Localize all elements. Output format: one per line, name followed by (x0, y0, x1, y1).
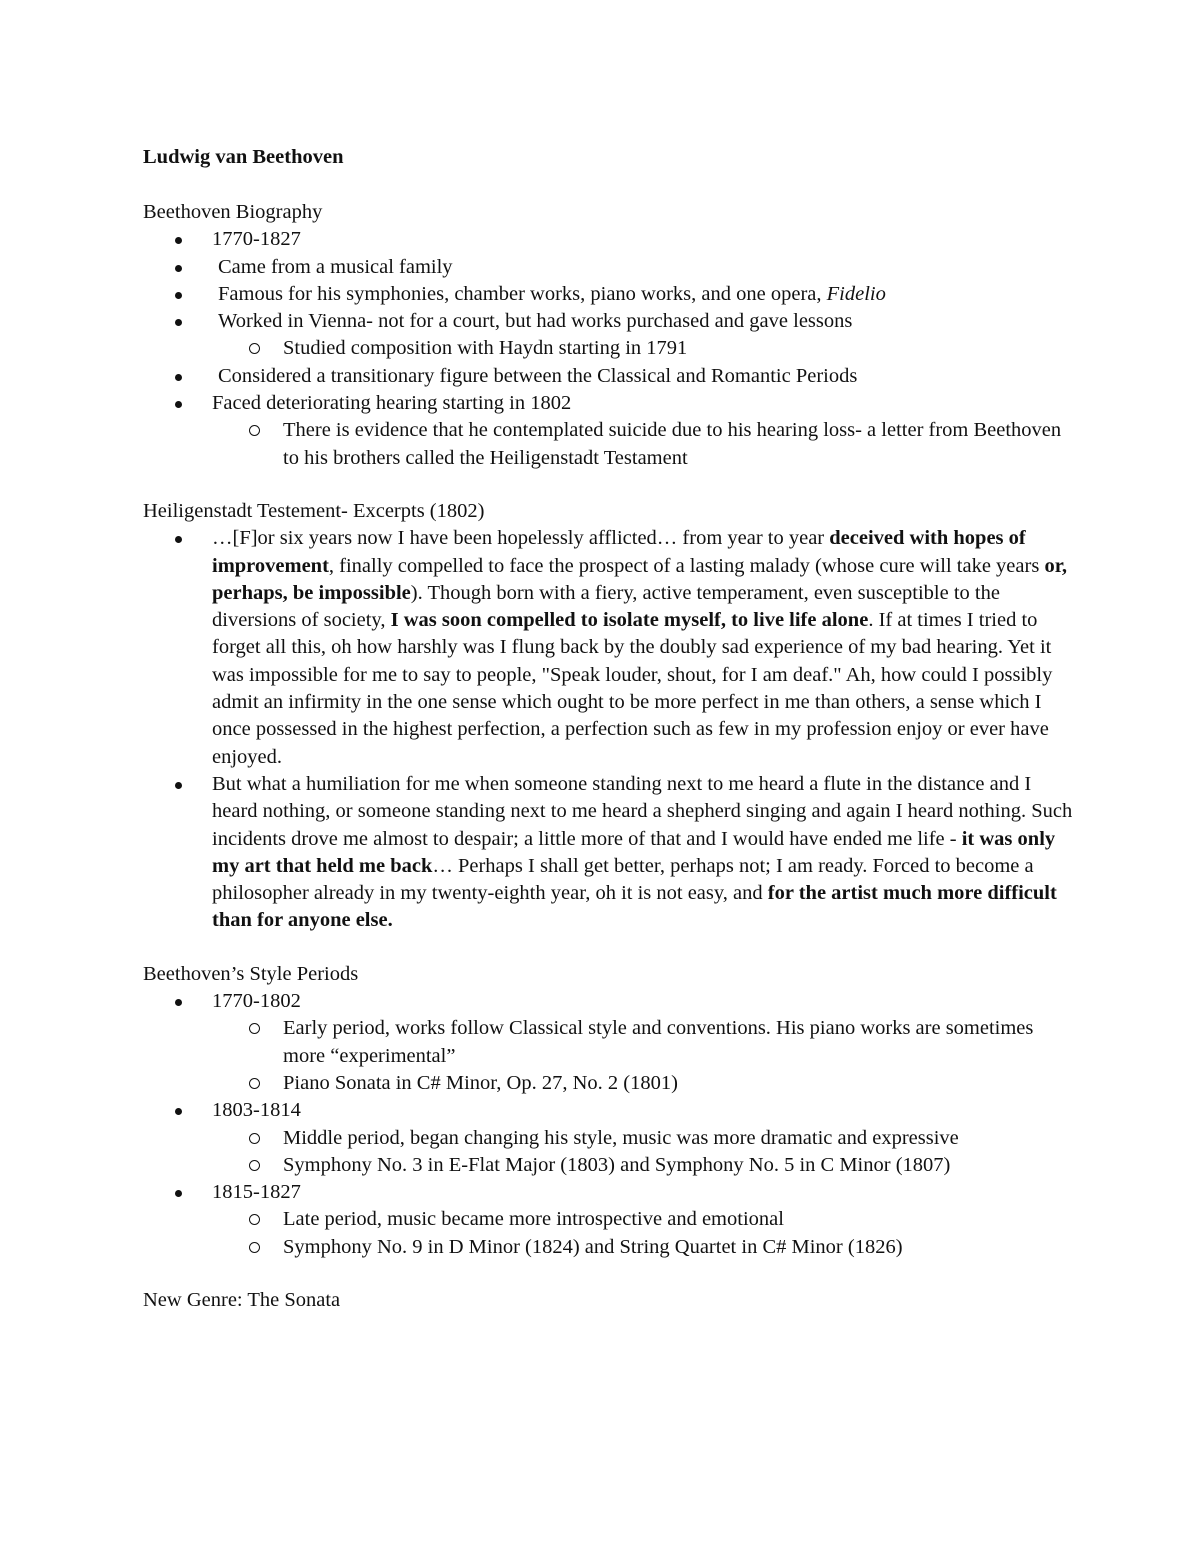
period-item: 1803-1814 Middle period, began changing his style, music was more dramatic and expressive Symphony No. 3 in E-Flat Major (1803) and Symphony No. 5 in C Minor (1807) (143, 1097, 1073, 1179)
bullet-icon (175, 237, 182, 244)
circle-bullet-icon (249, 1160, 260, 1171)
emphasized-text: or, perhaps, be impossible (212, 554, 1068, 604)
excerpt-run: But what a humiliation for me when someone standing next to me heard a flute in the distance and I heard nothing, or someone standing next to me heard a shepherd singing and again I heard nothing. Such incidents drove me almost to despair; a little more of that and I would have ended me life - (212, 772, 1073, 850)
circle-bullet-icon (249, 343, 260, 354)
biography-list (143, 226, 1073, 472)
circle-bullet-icon (249, 1023, 260, 1034)
list-item: Faced deteriorating hearing starting in 1802 There is evidence that he contemplated suicide due to his hearing loss- a letter from Beethoven to his brothers called the Heiligenstadt Testament (143, 390, 1073, 472)
sub-list-item: Early period, works follow Classical style and conventions. His piano works are sometimes more “experimental” (143, 1015, 1073, 1070)
bullet-icon (175, 374, 182, 381)
sub-list-item: Symphony No. 9 in D Minor (1824) and String Quartet in C# Minor (1826) (143, 1234, 1073, 1261)
bullet-icon (175, 401, 182, 408)
emphasized-text: for the artist much more difficult than for anyone else. (212, 882, 1057, 932)
period-item: 1770-1802 Early period, works follow Classical style and conventions. His piano works are sometimes more “experimental” Piano Sonata in C# Minor, Op. 27, No. 2 (1801) (143, 988, 1073, 1097)
list-item: Came from a musical family (143, 254, 1073, 281)
opera-title: Fidelio (826, 282, 886, 305)
sub-list-item: Middle period, began changing his style, music was more dramatic and expressive (143, 1125, 1073, 1152)
emphasized-text: it was only my art that held me back (212, 827, 1056, 877)
biography-heading: Beethoven Biography (143, 201, 323, 223)
next-section-heading: New Genre: The Sonata (143, 1288, 341, 1311)
list-item: 1770-1827 (143, 226, 1073, 253)
bullet-icon (175, 782, 182, 789)
list-item: Worked in Vienna- not for a court, but had works purchased and gave lessons Studied composition with Haydn starting in 1791 (143, 308, 1073, 363)
sub-list-item: Studied composition with Haydn starting in 1791 (143, 335, 1073, 362)
emphasized-text: I was soon compelled to isolate myself, to live life alone (390, 609, 869, 632)
circle-bullet-icon (249, 1078, 260, 1089)
bullet-icon (175, 319, 182, 326)
bullet-icon (175, 1108, 182, 1115)
bullet-icon (175, 1190, 182, 1197)
circle-bullet-icon (249, 425, 260, 436)
testament-heading: Heiligenstadt Testement- Excerpts (1802) (143, 499, 485, 522)
excerpt-run: ). Though born with a fiery, active temperament, even susceptible to the diversions of society, (212, 581, 1000, 632)
bullet-icon (175, 999, 182, 1006)
list-item: Famous for his symphonies, chamber works, piano works, and one opera, Fidelio (143, 281, 1073, 308)
bullet-icon (175, 265, 182, 272)
sub-list-item: Symphony No. 3 in E-Flat Major (1803) and Symphony No. 5 in C Minor (1807) (143, 1152, 1073, 1179)
circle-bullet-icon (249, 1242, 260, 1253)
sub-list-item: There is evidence that he contemplated suicide due to his hearing loss- a letter from Beethoven to his brothers called the Heiligenstadt Testament (143, 417, 1073, 472)
document-title: Ludwig van Beethoven (143, 146, 344, 168)
excerpt-run: …[F]or six years now I have been hopelessly afflicted… from year to year (212, 527, 830, 550)
style-periods-list (143, 988, 1073, 1261)
testament-list (143, 525, 1073, 934)
bullet-icon (175, 292, 182, 299)
period-item: 1815-1827 Late period, music became more introspective and emotional Symphony No. 9 in D Minor (1824) and String Quartet in C# Minor (1826) (143, 1179, 1073, 1261)
document-page (143, 140, 1073, 1314)
bullet-icon (175, 536, 182, 543)
excerpt-run: … Perhaps I shall get better, perhaps not; I am ready. Forced to become a philosopher already in my twenty-eighth year, oh it is not easy, and (212, 854, 1034, 905)
excerpt-item (143, 771, 1073, 935)
excerpt-run: . If at times I tried to forget all this, oh how harshly was I flung back by the doubly sad experience of my bad hearing. Yet it was impossible for me to say to people, "Speak louder, shout, for I am deaf." Ah, how could I possibly admit an infirmity in the one sense which ought to be more perfect in me than others, a sense which I once possessed in the highest perfection, a perfection such as few in my profession enjoy or ever have enjoyed. (212, 609, 1053, 768)
emphasized-text: deceived with hopes of improvement (212, 527, 1026, 577)
sub-list-item: Piano Sonata in C# Minor, Op. 27, No. 2 (1801) (143, 1070, 1073, 1097)
excerpt-text (212, 773, 1072, 931)
excerpt-item (143, 525, 1073, 771)
style-periods-heading: Beethoven’s Style Periods (143, 962, 359, 985)
circle-bullet-icon (249, 1214, 260, 1225)
list-item: Considered a transitionary figure between the Classical and Romantic Periods (143, 363, 1073, 390)
sub-list-item: Late period, music became more introspective and emotional (143, 1206, 1073, 1233)
excerpt-text (212, 527, 1067, 767)
circle-bullet-icon (249, 1133, 260, 1144)
excerpt-run: , finally compelled to face the prospect of a lasting malady (whose cure will take years (328, 554, 1045, 577)
